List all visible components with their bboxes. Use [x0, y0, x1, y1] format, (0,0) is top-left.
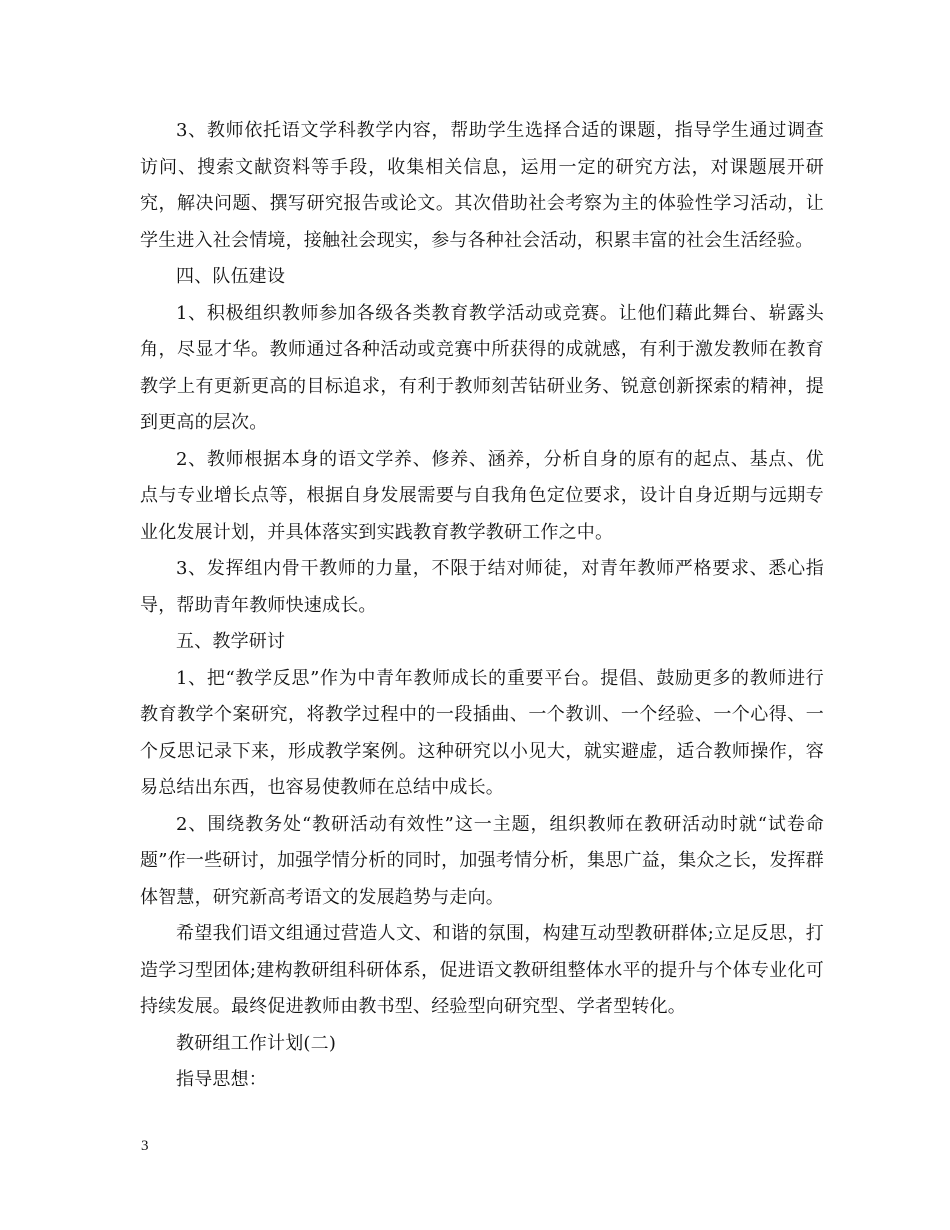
- heading-work-plan-two: 教研组工作计划(二): [176, 1032, 337, 1054]
- document-body: [140, 113, 824, 1099]
- paragraph-professional-development: 2、教师根据本身的语文学养、修养、涵养，分析自身的原有的起点、基点、优点与专业增长点等，根据自身发展需要与自我角色定位要求，设计自身近期与远期专业化发展计划，并具体落实到实践教育教学教研工作之中。: [140, 448, 824, 543]
- heading-guiding-thought: 指导思想：: [176, 1069, 267, 1090]
- paragraph-teacher-research-guidance: 3、教师依托语文学科教学内容，帮助学生选择合适的课题，指导学生通过调查访问、搜索文献资料等手段，收集相关信息，运用一定的研究方法，对课题展开研究，解决问题、撰写研究报告或论文。其次借助社会考察为主的体验性学习活动，让学生进入社会情境，接触社会现实，参与各种社会活动，积累丰富的社会生活经验。: [140, 120, 824, 251]
- paragraph-mentoring: 3、发挥组内骨干教师的力量，不限于结对师徒，对青年教师严格要求、悉心指导，帮助青年教师快速成长。: [140, 558, 824, 616]
- page-number: 3: [141, 1138, 149, 1154]
- section-heading-team-building: 四、队伍建设: [176, 266, 286, 287]
- paragraph-summary-hope: 希望我们语文组通过营造人文、和谐的氛围，构建互动型教研群体;立足反思，打造学习型团体;建构教研组科研体系，促进语文教研组整体水平的提升与个体专业化可持续发展。最终促进教师由教书型、经验型向研究型、学者型转化。: [140, 923, 824, 1017]
- section-heading-teaching-research: 五、教学研讨: [176, 631, 286, 652]
- paragraph-competitions: 1、积极组织教师参加各级各类教育教学活动或竞赛。让他们藉此舞台、崭露头角，尽显才华。教师通过各种活动或竞赛中所获得的成就感，有利于激发教师在教育教学上有更新更高的目标追求，有利于教师刻苦钻研业务、锐意创新探索的精神，提到更高的层次。: [140, 302, 824, 433]
- paragraph-teaching-reflection: 1、把“教学反思”作为中青年教师成长的重要平台。提倡、鼓励更多的教师进行教育教学个案研究，将教学过程中的一段插曲、一个教训、一个经验、一个心得、一个反思记录下来，形成教学案例。这种研究以小见大，就实避虚，适合教师操作，容易总结出东西，也容易使教师在总结中成长。: [140, 667, 824, 798]
- paragraph-exam-research: 2、围绕教务处“教研活动有效性”这一主题，组织教师在教研活动时就“试卷命题”作一些研讨，加强学情分析的同时，加强考情分析，集思广益，集众之长，发挥群体智慧，研究新高考语文的发展趋势与走向。: [140, 813, 824, 908]
